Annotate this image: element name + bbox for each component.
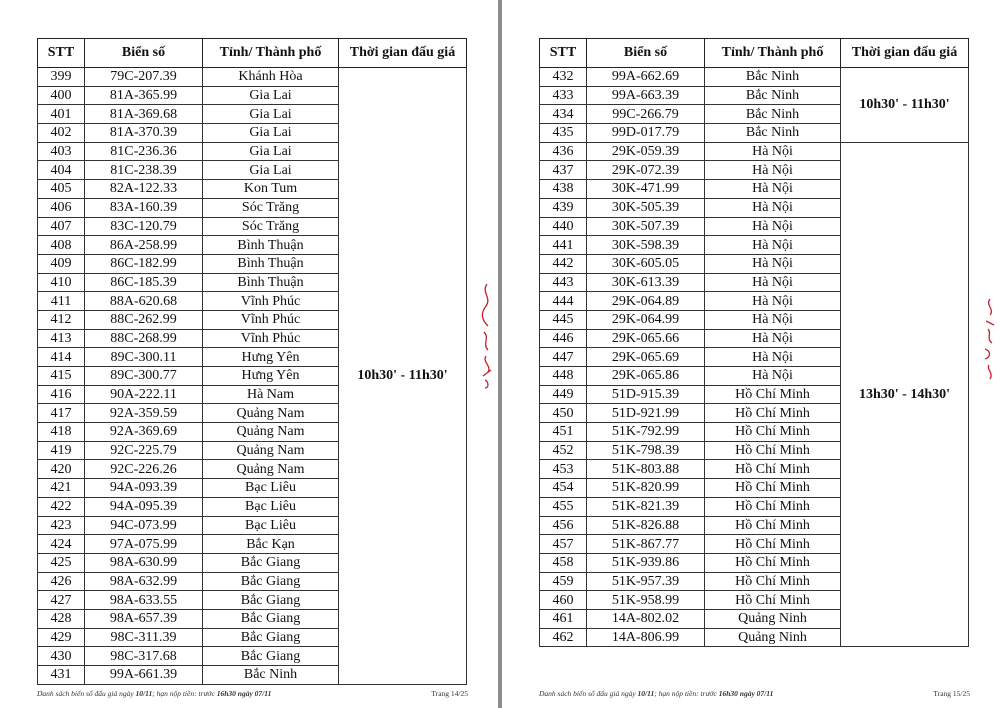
cell-plate: 30K-507.39: [587, 217, 705, 236]
footer-prefix: Danh sách biển số đấu giá ngày: [539, 689, 638, 698]
cell-province: Hà Nội: [705, 329, 841, 348]
cell-province: Hà Nội: [705, 348, 841, 367]
cell-stt: 412: [38, 310, 85, 329]
cell-stt: 399: [38, 68, 85, 87]
cell-stt: 455: [540, 497, 587, 516]
header-province: Tỉnh/ Thành phố: [203, 39, 339, 68]
cell-plate: 86C-182.99: [85, 254, 203, 273]
cell-stt: 462: [540, 628, 587, 647]
cell-stt: 417: [38, 404, 85, 423]
cell-province: Bạc Liêu: [203, 479, 339, 498]
cell-province: Bắc Ninh: [705, 124, 841, 143]
cell-stt: 452: [540, 441, 587, 460]
cell-stt: 424: [38, 535, 85, 554]
cell-plate: 81C-238.39: [85, 161, 203, 180]
table-row: [38, 68, 467, 87]
handwritten-initials: [478, 280, 496, 390]
cell-stt: 409: [38, 254, 85, 273]
cell-province: Quảng Nam: [203, 423, 339, 442]
footer-date: 10/11: [135, 689, 153, 698]
footer-mid: ; hạn nộp tiền: trước: [152, 689, 217, 698]
cell-province: Bắc Ninh: [203, 666, 339, 685]
cell-plate: 29K-059.39: [587, 142, 705, 161]
cell-stt: 400: [38, 86, 85, 105]
cell-province: Bắc Giang: [203, 553, 339, 572]
cell-plate: 86A-258.99: [85, 236, 203, 255]
cell-plate: 30K-505.39: [587, 198, 705, 217]
cell-plate: 51D-915.39: [587, 385, 705, 404]
cell-stt: 443: [540, 273, 587, 292]
cell-province: Hồ Chí Minh: [705, 497, 841, 516]
cell-stt: 407: [38, 217, 85, 236]
cell-plate: 79C-207.39: [85, 68, 203, 87]
cell-province: Gia Lai: [203, 124, 339, 143]
cell-province: Hồ Chí Minh: [705, 516, 841, 535]
cell-stt: 451: [540, 423, 587, 442]
cell-stt: 420: [38, 460, 85, 479]
cell-province: Vĩnh Phúc: [203, 292, 339, 311]
cell-stt: 435: [540, 124, 587, 143]
footer-prefix: Danh sách biển số đấu giá ngày: [37, 689, 136, 698]
cell-stt: 404: [38, 161, 85, 180]
cell-plate: 98A-630.99: [85, 553, 203, 572]
cell-plate: 81A-365.99: [85, 86, 203, 105]
cell-plate: 82A-122.33: [85, 180, 203, 199]
cell-stt: 422: [38, 497, 85, 516]
cell-plate: 81A-369.68: [85, 105, 203, 124]
cell-plate: 51D-921.99: [587, 404, 705, 423]
cell-stt: 419: [38, 441, 85, 460]
plate-table-right: [539, 38, 969, 647]
cell-plate: 88A-620.68: [85, 292, 203, 311]
cell-stt: 459: [540, 572, 587, 591]
cell-plate: 51K-821.39: [587, 497, 705, 516]
cell-province: Bạc Liêu: [203, 516, 339, 535]
footer-date: 10/11: [637, 689, 655, 698]
cell-province: Hà Nội: [705, 198, 841, 217]
cell-province: Hà Nội: [705, 236, 841, 255]
header-plate: Biển số: [85, 39, 203, 68]
header-auction-time: Thời gian đấu giá: [339, 39, 467, 68]
cell-stt: 406: [38, 198, 85, 217]
cell-plate: 98A-657.39: [85, 609, 203, 628]
cell-province: Hà Nội: [705, 273, 841, 292]
cell-plate: 30K-471.99: [587, 180, 705, 199]
cell-province: Quảng Nam: [203, 460, 339, 479]
cell-province: Kon Tum: [203, 180, 339, 199]
cell-stt: 447: [540, 348, 587, 367]
cell-stt: 450: [540, 404, 587, 423]
page-footer: [37, 689, 271, 698]
cell-plate: 51K-867.77: [587, 535, 705, 554]
cell-province: Gia Lai: [203, 142, 339, 161]
cell-plate: 88C-262.99: [85, 310, 203, 329]
cell-plate: 94C-073.99: [85, 516, 203, 535]
cell-province: Bạc Liêu: [203, 497, 339, 516]
cell-stt: 402: [38, 124, 85, 143]
cell-stt: 454: [540, 479, 587, 498]
cell-plate: 89C-300.11: [85, 348, 203, 367]
cell-stt: 458: [540, 553, 587, 572]
cell-province: Quảng Nam: [203, 404, 339, 423]
header-stt: STT: [540, 39, 587, 68]
cell-plate: 98C-311.39: [85, 628, 203, 647]
cell-province: Hồ Chí Minh: [705, 591, 841, 610]
cell-province: Hà Nội: [705, 310, 841, 329]
cell-plate: 51K-803.88: [587, 460, 705, 479]
cell-province: Hà Nam: [203, 385, 339, 404]
cell-plate: 29K-064.99: [587, 310, 705, 329]
footer-deadline: 16h30 ngày 07/11: [718, 689, 774, 698]
cell-plate: 89C-300.77: [85, 367, 203, 386]
cell-stt: 423: [38, 516, 85, 535]
page-number: Trang 14/25: [431, 689, 468, 698]
cell-stt: 438: [540, 180, 587, 199]
cell-plate: 83C-120.79: [85, 217, 203, 236]
cell-plate: 92A-369.69: [85, 423, 203, 442]
cell-stt: 408: [38, 236, 85, 255]
cell-plate: 14A-806.99: [587, 628, 705, 647]
cell-province: Hà Nội: [705, 292, 841, 311]
cell-province: Bắc Giang: [203, 591, 339, 610]
cell-plate: 51K-957.39: [587, 572, 705, 591]
cell-stt: 431: [38, 666, 85, 685]
cell-province: Bắc Giang: [203, 609, 339, 628]
cell-stt: 427: [38, 591, 85, 610]
cell-auction-time: 10h30' - 11h30': [841, 68, 969, 143]
cell-stt: 436: [540, 142, 587, 161]
cell-stt: 445: [540, 310, 587, 329]
cell-plate: 51K-798.39: [587, 441, 705, 460]
cell-province: Gia Lai: [203, 105, 339, 124]
cell-plate: 14A-802.02: [587, 609, 705, 628]
cell-stt: 426: [38, 572, 85, 591]
cell-province: Hà Nội: [705, 367, 841, 386]
page-footer: [539, 689, 773, 698]
cell-stt: 437: [540, 161, 587, 180]
cell-plate: 51K-826.88: [587, 516, 705, 535]
cell-plate: 92C-226.26: [85, 460, 203, 479]
cell-plate: 98C-317.68: [85, 647, 203, 666]
cell-stt: 433: [540, 86, 587, 105]
cell-stt: 444: [540, 292, 587, 311]
table-row: [540, 142, 969, 161]
cell-plate: 81A-370.39: [85, 124, 203, 143]
cell-province: Quảng Ninh: [705, 609, 841, 628]
cell-province: Bắc Kạn: [203, 535, 339, 554]
cell-stt: 442: [540, 254, 587, 273]
cell-plate: 97A-075.99: [85, 535, 203, 554]
cell-province: Bắc Ninh: [705, 105, 841, 124]
cell-province: Bắc Giang: [203, 628, 339, 647]
cell-plate: 83A-160.39: [85, 198, 203, 217]
cell-plate: 99C-266.79: [587, 105, 705, 124]
cell-plate: 30K-613.39: [587, 273, 705, 292]
cell-province: Bắc Ninh: [705, 86, 841, 105]
cell-plate: 94A-095.39: [85, 497, 203, 516]
cell-province: Hồ Chí Minh: [705, 404, 841, 423]
document-page-15: [502, 0, 1000, 708]
cell-province: Bình Thuận: [203, 236, 339, 255]
cell-stt: 415: [38, 367, 85, 386]
cell-plate: 94A-093.39: [85, 479, 203, 498]
cell-province: Hà Nội: [705, 217, 841, 236]
cell-auction-time: 10h30' - 11h30': [339, 68, 467, 685]
cell-stt: 429: [38, 628, 85, 647]
cell-stt: 453: [540, 460, 587, 479]
cell-plate: 98A-633.55: [85, 591, 203, 610]
table-header-row: [540, 39, 969, 68]
cell-province: Hồ Chí Minh: [705, 572, 841, 591]
cell-province: Vĩnh Phúc: [203, 310, 339, 329]
cell-stt: 411: [38, 292, 85, 311]
cell-plate: 29K-065.86: [587, 367, 705, 386]
cell-province: Sóc Trăng: [203, 217, 339, 236]
cell-province: Hồ Chí Minh: [705, 441, 841, 460]
footer-deadline: 16h30 ngày 07/11: [216, 689, 272, 698]
cell-province: Bắc Giang: [203, 572, 339, 591]
cell-plate: 30K-605.05: [587, 254, 705, 273]
document-page-14: [0, 0, 498, 708]
page-number: Trang 15/25: [933, 689, 970, 698]
cell-plate: 99A-663.39: [587, 86, 705, 105]
cell-plate: 88C-268.99: [85, 329, 203, 348]
cell-plate: 51K-958.99: [587, 591, 705, 610]
cell-plate: 29K-065.66: [587, 329, 705, 348]
cell-stt: 428: [38, 609, 85, 628]
cell-stt: 414: [38, 348, 85, 367]
cell-auction-time: 13h30' - 14h30': [841, 142, 969, 647]
cell-stt: 448: [540, 367, 587, 386]
cell-stt: 421: [38, 479, 85, 498]
cell-stt: 457: [540, 535, 587, 554]
cell-province: Quảng Nam: [203, 441, 339, 460]
cell-stt: 432: [540, 68, 587, 87]
cell-plate: 99A-661.39: [85, 666, 203, 685]
cell-stt: 461: [540, 609, 587, 628]
cell-plate: 29K-072.39: [587, 161, 705, 180]
cell-plate: 99D-017.79: [587, 124, 705, 143]
header-stt: STT: [38, 39, 85, 68]
cell-province: Hồ Chí Minh: [705, 460, 841, 479]
cell-province: Sóc Trăng: [203, 198, 339, 217]
cell-stt: 425: [38, 553, 85, 572]
cell-stt: 441: [540, 236, 587, 255]
cell-stt: 456: [540, 516, 587, 535]
cell-plate: 51K-792.99: [587, 423, 705, 442]
cell-province: Bắc Ninh: [705, 68, 841, 87]
cell-plate: 86C-185.39: [85, 273, 203, 292]
table-header-row: [38, 39, 467, 68]
table-row: [540, 68, 969, 87]
cell-province: Hồ Chí Minh: [705, 479, 841, 498]
cell-province: Hưng Yên: [203, 367, 339, 386]
cell-stt: 410: [38, 273, 85, 292]
cell-plate: 90A-222.11: [85, 385, 203, 404]
cell-province: Bình Thuận: [203, 254, 339, 273]
header-auction-time: Thời gian đấu giá: [841, 39, 969, 68]
cell-stt: 416: [38, 385, 85, 404]
cell-stt: 405: [38, 180, 85, 199]
cell-stt: 439: [540, 198, 587, 217]
cell-province: Hồ Chí Minh: [705, 553, 841, 572]
header-province: Tỉnh/ Thành phố: [705, 39, 841, 68]
cell-province: Hồ Chí Minh: [705, 423, 841, 442]
cell-stt: 418: [38, 423, 85, 442]
cell-province: Khánh Hòa: [203, 68, 339, 87]
cell-stt: 401: [38, 105, 85, 124]
cell-stt: 413: [38, 329, 85, 348]
footer-mid: ; hạn nộp tiền: trước: [654, 689, 719, 698]
cell-stt: 449: [540, 385, 587, 404]
cell-stt: 403: [38, 142, 85, 161]
cell-province: Hà Nội: [705, 254, 841, 273]
cell-province: Hồ Chí Minh: [705, 385, 841, 404]
cell-province: Gia Lai: [203, 161, 339, 180]
cell-plate: 30K-598.39: [587, 236, 705, 255]
cell-plate: 29K-064.89: [587, 292, 705, 311]
cell-province: Quảng Ninh: [705, 628, 841, 647]
cell-plate: 51K-939.86: [587, 553, 705, 572]
cell-plate: 92A-359.59: [85, 404, 203, 423]
cell-stt: 430: [38, 647, 85, 666]
handwritten-initials: [980, 295, 998, 385]
cell-plate: 29K-065.69: [587, 348, 705, 367]
cell-province: Hưng Yên: [203, 348, 339, 367]
cell-plate: 99A-662.69: [587, 68, 705, 87]
plate-table-left: [37, 38, 467, 685]
cell-plate: 51K-820.99: [587, 479, 705, 498]
cell-stt: 446: [540, 329, 587, 348]
cell-province: Gia Lai: [203, 86, 339, 105]
cell-province: Bắc Giang: [203, 647, 339, 666]
header-plate: Biển số: [587, 39, 705, 68]
cell-plate: 81C-236.36: [85, 142, 203, 161]
cell-province: Hà Nội: [705, 180, 841, 199]
cell-province: Bình Thuận: [203, 273, 339, 292]
cell-stt: 440: [540, 217, 587, 236]
cell-province: Hà Nội: [705, 161, 841, 180]
cell-province: Hồ Chí Minh: [705, 535, 841, 554]
cell-plate: 92C-225.79: [85, 441, 203, 460]
cell-stt: 460: [540, 591, 587, 610]
cell-province: Hà Nội: [705, 142, 841, 161]
cell-province: Vĩnh Phúc: [203, 329, 339, 348]
cell-stt: 434: [540, 105, 587, 124]
cell-plate: 98A-632.99: [85, 572, 203, 591]
